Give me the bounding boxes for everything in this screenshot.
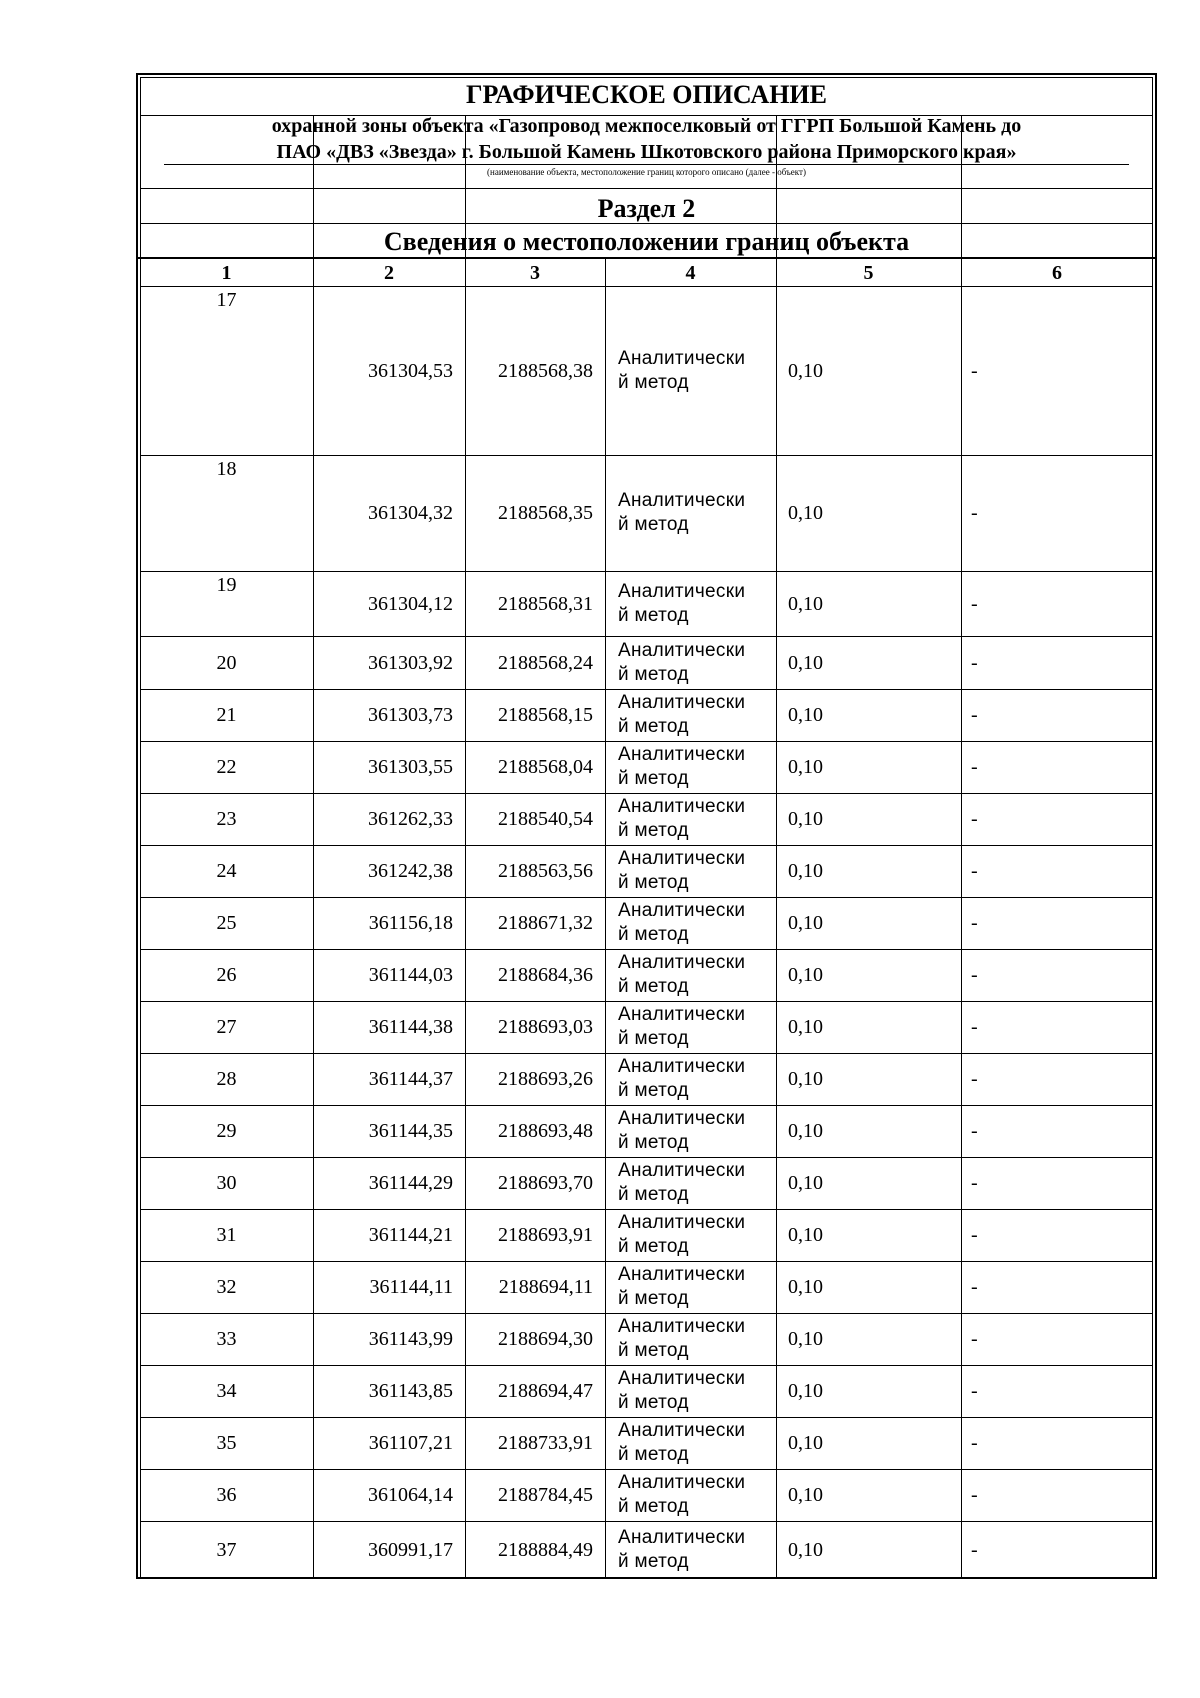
point-description: - (971, 704, 978, 726)
row-divider (140, 1417, 1153, 1418)
coordinate-x: 361107,21 (368, 1432, 453, 1454)
coordinate-y: 2188563,56 (498, 860, 593, 882)
coordinate-y: 2188671,32 (498, 912, 593, 934)
point-description: - (971, 964, 978, 986)
method-line-2: й метод (618, 976, 689, 997)
point-number: 22 (216, 756, 237, 778)
coordinate-x: 361304,53 (368, 359, 453, 382)
point-number: 33 (216, 1328, 237, 1350)
point-description: - (971, 756, 978, 778)
row-divider (140, 636, 1153, 637)
coordinate-x: 361304,32 (368, 502, 453, 524)
accuracy-value: 0,10 (788, 1016, 823, 1038)
object-name-line-1: охранной зоны объекта «Газопровод межпоселковый от ГГРП Большой Камень до (271, 115, 1022, 137)
accuracy-value: 0,10 (788, 592, 823, 615)
coordinate-y: 2188693,03 (498, 1016, 593, 1038)
coordinate-x: 361143,99 (368, 1328, 453, 1350)
section-title: Раздел 2 (597, 194, 696, 223)
method-line-2: й метод (618, 604, 689, 626)
method-line-2: й метод (618, 768, 689, 789)
method-line-1: Аналитически (618, 952, 746, 973)
coordinate-y: 2188568,24 (498, 651, 593, 674)
method-line-1: Аналитически (618, 1108, 746, 1129)
coordinate-x: 361303,92 (368, 651, 453, 674)
accuracy-value: 0,10 (788, 1328, 823, 1350)
coordinate-x: 361143,85 (368, 1380, 453, 1402)
point-description: - (971, 1484, 978, 1506)
point-number: 34 (216, 1380, 237, 1402)
method-line-1: Аналитически (618, 848, 746, 869)
column-number-2: 2 (384, 262, 394, 284)
row-divider (140, 571, 1153, 572)
point-number: 31 (216, 1224, 237, 1246)
coordinate-x: 361144,03 (368, 964, 453, 986)
row-divider (140, 897, 1153, 898)
coordinate-x: 361144,37 (368, 1068, 453, 1090)
point-description: - (971, 1068, 978, 1090)
coordinate-y: 2188693,26 (498, 1068, 593, 1090)
method-line-2: й метод (618, 924, 689, 945)
point-number: 25 (216, 912, 237, 934)
accuracy-value: 0,10 (788, 1432, 823, 1454)
method-line-2: й метод (618, 716, 689, 737)
point-description: - (971, 1276, 978, 1298)
accuracy-value: 0,10 (788, 1539, 823, 1561)
method-line-1: Аналитически (618, 1056, 746, 1077)
coordinate-x: 361144,29 (368, 1172, 453, 1194)
accuracy-value: 0,10 (788, 756, 823, 778)
coordinate-x: 361156,18 (368, 912, 453, 934)
accuracy-value: 0,10 (788, 1068, 823, 1090)
coordinate-y: 2188693,48 (498, 1120, 593, 1142)
coordinate-y: 2188733,91 (498, 1432, 593, 1454)
coordinate-y: 2188568,04 (498, 756, 593, 778)
method-line-2: й метод (618, 1444, 689, 1465)
point-number: 28 (216, 1068, 237, 1090)
accuracy-value: 0,10 (788, 359, 823, 382)
row-divider (140, 1157, 1153, 1158)
point-description: - (971, 808, 978, 830)
accuracy-value: 0,10 (788, 1120, 823, 1142)
point-number: 23 (216, 808, 237, 830)
row-divider (140, 1365, 1153, 1366)
coordinate-x: 361262,33 (368, 808, 453, 830)
row-divider (140, 1469, 1153, 1470)
accuracy-value: 0,10 (788, 704, 823, 726)
coordinate-x: 360991,17 (368, 1539, 453, 1561)
method-line-1: Аналитически (618, 1264, 746, 1285)
row-divider (140, 741, 1153, 742)
point-number: 17 (216, 289, 237, 311)
accuracy-value: 0,10 (788, 860, 823, 882)
column-number-5: 5 (863, 262, 874, 284)
point-description: - (971, 1172, 978, 1194)
method-line-2: й метод (618, 1496, 689, 1517)
method-line-2: й метод (618, 872, 689, 893)
point-description: - (971, 502, 978, 524)
method-line-1: Аналитически (618, 1316, 746, 1337)
coordinate-y: 2188540,54 (498, 808, 593, 830)
row-divider (140, 1105, 1153, 1106)
method-line-2: й метод (618, 1184, 689, 1205)
method-line-1: Аналитически (618, 1004, 746, 1025)
coordinate-y: 2188568,15 (498, 704, 593, 726)
column-number-6: 6 (1052, 262, 1062, 284)
method-line-1: Аналитически (618, 744, 746, 765)
method-line-1: Аналитически (618, 1527, 746, 1548)
accuracy-value: 0,10 (788, 1380, 823, 1402)
method-line-2: й метод (618, 1080, 689, 1101)
point-number: 29 (216, 1120, 237, 1142)
point-description: - (971, 860, 978, 882)
method-line-1: Аналитически (618, 347, 746, 369)
method-line-1: Аналитически (618, 1472, 746, 1493)
point-number: 30 (216, 1172, 237, 1194)
section-subtitle: Сведения о местоположении границ объекта (383, 227, 910, 256)
method-line-2: й метод (618, 371, 689, 393)
coordinate-y: 2188568,38 (498, 359, 593, 382)
method-line-1: Аналитически (618, 1368, 746, 1389)
object-caption: (наименование объекта, местоположение границ которого описано (далее - объект) (487, 167, 806, 177)
accuracy-value: 0,10 (788, 964, 823, 986)
point-description: - (971, 1016, 978, 1038)
row-divider (140, 455, 1153, 456)
coordinate-x: 361144,38 (368, 1016, 453, 1038)
method-line-2: й метод (618, 1392, 689, 1413)
method-line-1: Аналитически (618, 1420, 746, 1441)
method-line-2: й метод (618, 1288, 689, 1309)
coordinate-x: 361064,14 (368, 1484, 453, 1506)
accuracy-value: 0,10 (788, 1484, 823, 1506)
point-number: 36 (216, 1484, 237, 1506)
coordinate-y: 2188693,91 (498, 1224, 593, 1246)
row-divider (140, 1053, 1153, 1054)
method-line-1: Аналитически (618, 580, 746, 602)
point-description: - (971, 1224, 978, 1246)
accuracy-value: 0,10 (788, 912, 823, 934)
coordinate-x: 361304,12 (368, 592, 453, 615)
document-title: ГРАФИЧЕСКОЕ ОПИСАНИЕ (466, 80, 827, 109)
row-divider (140, 845, 1153, 846)
coordinate-y: 2188784,45 (498, 1484, 593, 1506)
point-number: 24 (216, 860, 237, 882)
coordinate-y: 2188694,47 (498, 1380, 593, 1402)
coordinate-y: 2188693,70 (498, 1172, 593, 1194)
point-description: - (971, 359, 978, 382)
row-divider (140, 1261, 1153, 1262)
accuracy-value: 0,10 (788, 808, 823, 830)
column-number-1: 1 (221, 262, 232, 284)
row-divider (140, 1209, 1153, 1210)
point-description: - (971, 1380, 978, 1402)
method-line-1: Аналитически (618, 639, 746, 661)
row-divider (140, 949, 1153, 950)
coordinate-y: 2188568,35 (498, 502, 593, 524)
method-line-2: й метод (618, 820, 689, 841)
point-number: 27 (216, 1016, 237, 1038)
point-description: - (971, 912, 978, 934)
column-number-3: 3 (530, 262, 540, 284)
point-description: - (971, 1120, 978, 1142)
point-number: 32 (216, 1276, 237, 1298)
method-line-2: й метод (618, 514, 689, 535)
point-description: - (971, 592, 978, 615)
accuracy-value: 0,10 (788, 1224, 823, 1246)
column-number-4: 4 (685, 262, 696, 284)
coordinate-x: 361144,21 (368, 1224, 453, 1246)
point-number: 37 (216, 1539, 237, 1561)
method-line-2: й метод (618, 663, 689, 685)
coordinate-x: 361303,55 (368, 756, 453, 778)
accuracy-value: 0,10 (788, 1276, 823, 1298)
method-line-2: й метод (618, 1236, 689, 1257)
point-description: - (971, 651, 978, 674)
row-divider (140, 1521, 1153, 1522)
method-line-1: Аналитически (618, 900, 746, 921)
row-divider (140, 1001, 1153, 1002)
method-line-1: Аналитически (618, 490, 746, 511)
accuracy-value: 0,10 (788, 502, 823, 524)
coordinate-x: 361144,35 (368, 1120, 453, 1142)
coordinate-y: 2188684,36 (498, 964, 593, 986)
method-line-1: Аналитически (618, 692, 746, 713)
point-number: 20 (216, 651, 237, 674)
row-divider (140, 793, 1153, 794)
method-line-2: й метод (618, 1028, 689, 1049)
row-divider (140, 689, 1153, 690)
coordinate-y: 2188694,30 (498, 1328, 593, 1350)
point-number: 26 (216, 964, 237, 986)
coordinate-y: 2188694,11 (498, 1276, 593, 1298)
point-number: 35 (216, 1432, 237, 1454)
method-line-1: Аналитически (618, 796, 746, 817)
method-line-1: Аналитически (618, 1212, 746, 1233)
object-name-line-2: ПАО «ДВЗ «Звезда» г. Большой Камень Шкотовского района Приморского края» (276, 141, 1017, 163)
row-divider (140, 1313, 1153, 1314)
point-description: - (971, 1539, 978, 1561)
accuracy-value: 0,10 (788, 651, 823, 674)
coordinate-y: 2188568,31 (498, 592, 593, 615)
method-line-2: й метод (618, 1132, 689, 1153)
coordinate-x: 361303,73 (368, 704, 453, 726)
method-line-2: й метод (618, 1340, 689, 1361)
accuracy-value: 0,10 (788, 1172, 823, 1194)
point-description: - (971, 1432, 978, 1454)
point-number: 21 (216, 704, 237, 726)
point-number: 19 (216, 574, 237, 596)
coordinate-y: 2188884,49 (498, 1539, 593, 1561)
method-line-1: Аналитически (618, 1160, 746, 1181)
method-line-2: й метод (618, 1551, 689, 1572)
point-number: 18 (216, 458, 237, 480)
coordinate-x: 361242,38 (368, 860, 453, 882)
point-description: - (971, 1328, 978, 1350)
coordinate-x: 361144,11 (369, 1276, 453, 1298)
